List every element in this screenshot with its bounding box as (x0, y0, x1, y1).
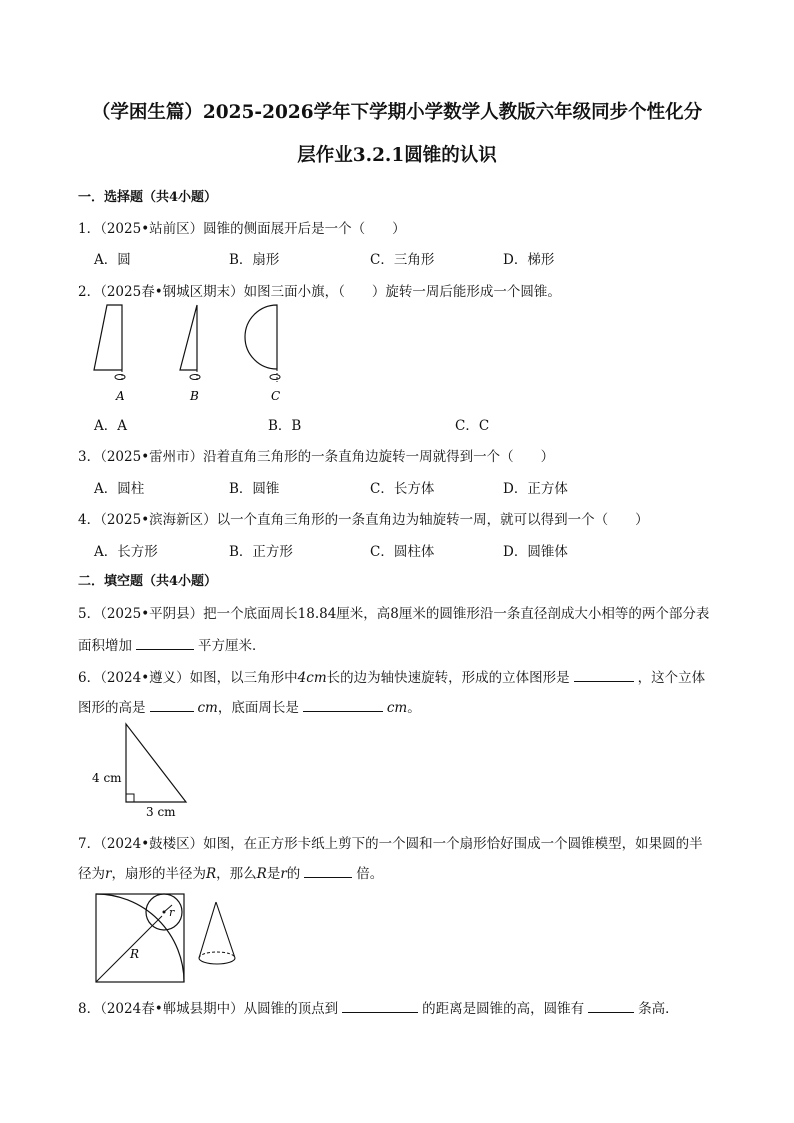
q4-option-b[interactable]: B．正方形 (229, 544, 293, 560)
q5-answer-blank[interactable] (136, 637, 194, 650)
section-choice-heading: 一．选择题（共4小题） (78, 190, 218, 205)
q1-option-c[interactable]: C．三角形 (370, 252, 435, 268)
flag-a-label: A (116, 389, 125, 403)
q2-flags-figure (80, 300, 320, 410)
q3-option-a[interactable]: A．圆柱 (94, 481, 145, 497)
q2-option-b[interactable]: B．B (268, 418, 302, 434)
page-title-line2: 层作业3.2.1圆锥的认识 (297, 145, 497, 166)
question-5-line1: 5．（2025•平阴县）把一个底面周长18.84厘米，高8厘米的圆锥形沿一条直径剖成大小相等的两个部分表 (78, 606, 710, 622)
cone-base-back (199, 952, 235, 958)
cone-right-edge (216, 902, 235, 958)
question-6-line1: 6．（2024•遵义）如图，以三角形中4cm长的边为轴快速旋转，形成的立体图形是 ，这个立体 (78, 670, 706, 686)
q7-square-figure (94, 892, 254, 984)
q1-option-a[interactable]: A．圆 (94, 252, 131, 268)
question-1: 1．（2025•站前区）圆锥的侧面展开后是一个（ ） (78, 221, 406, 237)
flag-b-label: B (190, 389, 199, 403)
q6-triangle-figure (90, 722, 200, 822)
q4-option-a[interactable]: A．长方形 (94, 544, 158, 560)
cone-base-front (199, 958, 235, 964)
q4-option-c[interactable]: C．圆柱体 (370, 544, 435, 560)
question-8: 8．（2024春•郸城县期中）从圆锥的顶点到 的距离是圆锥的高，圆锥有 条高． (78, 1001, 679, 1017)
q6-shape-blank[interactable] (574, 669, 634, 682)
q2-option-c[interactable]: C．C (455, 418, 490, 434)
q7-answer-blank[interactable] (304, 865, 352, 878)
q6-circumference-blank[interactable] (303, 699, 383, 712)
page-title-line1: （学困生篇）2025-2026学年下学期小学数学人教版六年级同步个性化分 (91, 102, 703, 123)
q8-answer-blank-2[interactable] (588, 1000, 634, 1013)
question-5-line2: 面积增加 平方厘米． (78, 638, 266, 654)
q8-answer-blank-1[interactable] (342, 1000, 418, 1013)
q3-option-b[interactable]: B．圆锥 (229, 481, 280, 497)
q4-option-d[interactable]: D．圆锥体 (503, 544, 568, 560)
label-big-R: R (130, 947, 140, 961)
flag-a-trapezoid (94, 305, 122, 370)
flag-c-semicircle (245, 305, 277, 369)
right-triangle (126, 724, 186, 802)
question-2: 2．（2025春•钢城区期末）如图三面小旗，（ ）旋转一周后能形成一个圆锥。 (78, 284, 561, 300)
triangle-label-3cm: 3 cm (146, 805, 176, 819)
q2-option-a[interactable]: A．A (94, 418, 127, 434)
flag-b-triangle (180, 305, 197, 370)
section-fill-heading: 二．填空题（共4小题） (78, 574, 218, 589)
flag-c-label: C (271, 389, 281, 403)
q3-option-d[interactable]: D．正方体 (503, 481, 568, 497)
q1-option-d[interactable]: D．梯形 (503, 252, 555, 268)
q3-option-c[interactable]: C．长方体 (370, 481, 435, 497)
question-4: 4．（2025•滨海新区）以一个直角三角形的一条直角边为轴旋转一周，就可以得到一个（ ） (78, 512, 649, 528)
label-small-r: r (169, 906, 175, 919)
question-7-line2: 径为r，扇形的半径为R，那么R是r的 倍。 (78, 866, 384, 882)
q6-height-blank[interactable] (150, 699, 194, 712)
q1-option-b[interactable]: B．扇形 (229, 252, 280, 268)
question-7-line1: 7．（2024•鼓楼区）如图，在正方形卡纸上剪下的一个圆和一个扇形恰好围成一个圆锥模型，如果圆的半 (78, 836, 703, 852)
question-6-line2: 图形的高是 cm，底面周长是 cm。 (78, 700, 421, 716)
triangle-label-4cm: 4 cm (92, 771, 122, 785)
question-3: 3．（2025•雷州市）沿着直角三角形的一条直角边旋转一周就得到一个（ ） (78, 449, 555, 465)
cone-left-edge (199, 902, 216, 958)
